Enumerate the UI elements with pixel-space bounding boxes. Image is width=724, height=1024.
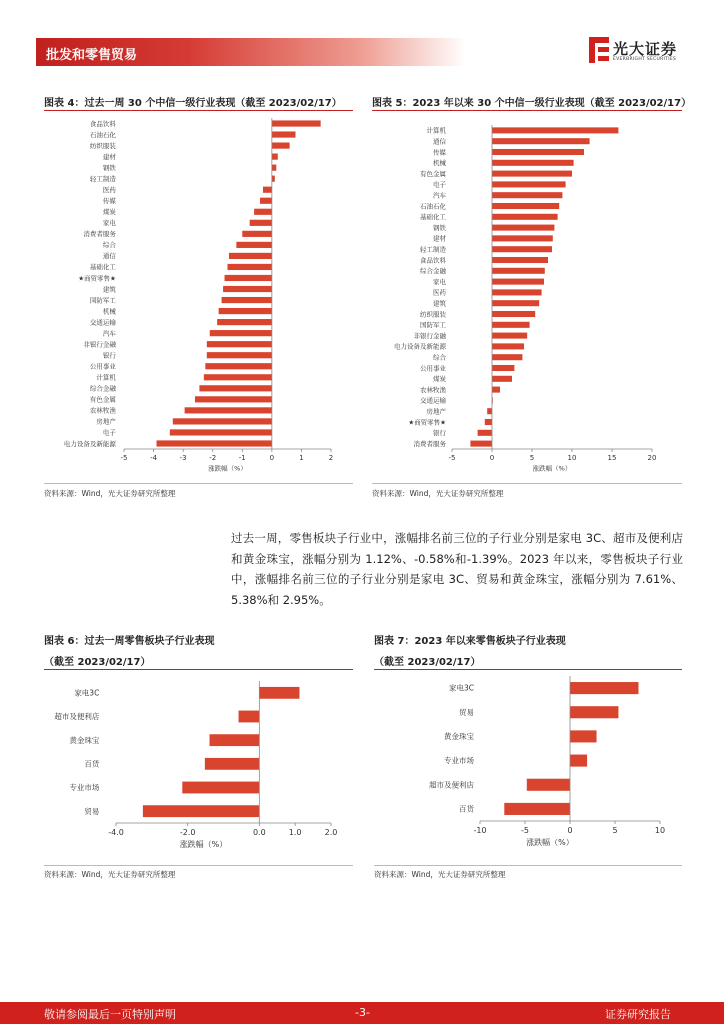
chart4-plot	[44, 112, 353, 482]
chart4-bar	[242, 231, 272, 237]
chart5-category-label: 电子	[433, 180, 446, 189]
chart4-category-label: 消费者服务	[83, 230, 116, 239]
chart5-category-label: 综合	[433, 353, 446, 362]
chart4-bar	[173, 418, 272, 424]
chart4-x-tick-label: -5	[120, 454, 128, 462]
chart6-category-label: 专业市场	[69, 783, 100, 793]
chart6-plot	[44, 671, 353, 864]
chart5-category-label: 建材	[433, 234, 446, 243]
chart4-bar	[229, 253, 272, 259]
chart4-category-label: 机械	[102, 307, 116, 316]
chart5-bar	[492, 203, 559, 209]
chart4-category-label: 石油石化	[89, 130, 116, 139]
chart4-bar	[254, 209, 272, 215]
chart6-bar	[239, 711, 260, 723]
chart4-category-label: 公用事业	[89, 362, 116, 371]
chart7-category-label: 家电3C	[448, 683, 474, 693]
chart7-bar	[570, 755, 587, 767]
chart6-source: 资料来源：Wind，光大证券研究所整理	[44, 870, 176, 879]
chart5-bar	[492, 268, 545, 274]
chart5-category-label: 计算机	[426, 126, 446, 135]
section-title: 批发和零售贸易	[46, 48, 138, 63]
chart5-bar	[492, 354, 522, 360]
chart7-bottom-rule	[374, 865, 682, 866]
chart5-x-tick-label: -5	[448, 454, 456, 462]
chart5-category-label: 石油石化	[420, 202, 446, 211]
chart4-bar	[225, 275, 272, 281]
chart5-category-label: 建筑	[433, 299, 446, 308]
chart4-category-label: 国防军工	[89, 296, 116, 305]
chart4-bar	[222, 297, 272, 303]
chart5-category-label: 通信	[433, 137, 446, 146]
chart5-category-label: 机械	[433, 159, 446, 168]
chart6-x-tick-label: 0.0	[252, 828, 266, 837]
chart4-category-label: 电力设备及新能源	[63, 439, 116, 448]
chart7-x-tick-label: -5	[521, 826, 529, 835]
chart6-bottom-rule	[44, 865, 353, 866]
chart5-bar	[492, 376, 512, 382]
chart6-title: 图表 6：过去一周零售板块子行业表现	[44, 636, 215, 647]
chart5-category-label: 煤炭	[433, 375, 446, 384]
chart5-bar	[487, 408, 492, 414]
chart4-x-tick-label: 0	[269, 454, 275, 462]
chart5-title: 图表 5：2023 年以来 30 个中信一级行业表现（截至 2023/02/17）	[372, 98, 692, 109]
chart6-category-label: 超市及便利店	[54, 712, 100, 722]
chart5-bar	[492, 387, 500, 393]
chart5-category-label: 轻工制造	[420, 245, 446, 254]
chart4-bar	[217, 319, 272, 325]
chart4-category-label: 银行	[102, 351, 116, 360]
chart7-bar	[527, 779, 570, 791]
chart6-category-label: 贸易	[84, 806, 100, 816]
chart7-x-tick-label: 0	[567, 826, 573, 835]
chart7-bar	[570, 730, 597, 742]
chart5-bar	[485, 419, 492, 425]
chart4-bar	[205, 363, 272, 369]
chart5-bar	[492, 192, 562, 198]
chart7-bar	[504, 803, 570, 815]
chart5-bar	[478, 430, 492, 436]
chart5-bar	[492, 138, 590, 144]
chart5-category-label: 交通运输	[420, 396, 446, 405]
chart5-x-tick-label: 0	[489, 454, 495, 462]
chart4-category-label: 计算机	[96, 373, 116, 382]
chart7-x-tick-label: -10	[473, 826, 487, 835]
chart5-category-label: 消费者服务	[413, 439, 446, 448]
chart4-bar	[272, 165, 276, 171]
chart5-category-label: 农林牧渔	[420, 385, 446, 394]
chart4-bar	[236, 242, 271, 248]
chart5-category-label: 基础化工	[420, 213, 446, 222]
chart4-bar	[207, 352, 272, 358]
chart4-category-label: 电子	[102, 428, 116, 437]
chart6-x-tick-label: 2.0	[324, 828, 338, 837]
chart5-category-label: 纺织服装	[420, 310, 446, 319]
chart4-category-label: 传媒	[102, 197, 116, 206]
chart5-category-label: 综合金融	[420, 267, 446, 276]
chart5-category-label: 电力设备及新能源	[394, 342, 446, 351]
chart4-x-tick-label: 2	[328, 454, 334, 462]
chart5-category-label: 钢铁	[433, 223, 446, 232]
chart5-category-label: 传媒	[433, 148, 446, 157]
chart7-category-label: 超市及便利店	[429, 780, 474, 790]
chart7-plot	[374, 671, 682, 864]
chart4-bar	[228, 264, 272, 270]
chart5-bar	[470, 441, 492, 447]
chart4-x-tick-label: -1	[238, 454, 246, 462]
footer-disclaimer: 敬请参阅最后一页特别声明	[44, 1008, 176, 1021]
chart4-source: 资料来源：Wind，光大证券研究所整理	[44, 489, 176, 498]
chart5-source: 资料来源：Wind，光大证券研究所整理	[372, 489, 504, 498]
chart4-category-label: 基础化工	[89, 263, 116, 272]
chart6-bar	[143, 805, 259, 817]
chart5-plot	[372, 112, 682, 482]
chart6-bar	[182, 782, 259, 794]
chart4-bar	[272, 176, 275, 182]
chart4-category-label: 汽车	[102, 329, 116, 338]
chart7-x-axis-label: 涨跌幅（%）	[526, 838, 574, 847]
chart5-bottom-rule	[372, 483, 682, 484]
chart5-bar	[492, 214, 558, 220]
chart4-bar	[204, 374, 272, 380]
chart5-bar	[492, 160, 574, 166]
chart4-bar	[195, 396, 272, 402]
chart4-x-tick-label: -2	[209, 454, 217, 462]
logo-text: 光大证券	[613, 40, 678, 58]
footer-report-type: 证券研究报告	[605, 1008, 671, 1021]
chart6-top-rule	[44, 669, 353, 670]
chart7-top-rule	[374, 669, 682, 670]
chart4-bar	[260, 198, 272, 204]
chart6-category-label: 百货	[84, 759, 100, 769]
chart7-source: 资料来源：Wind，光大证券研究所整理	[374, 870, 506, 879]
chart7-category-label: 贸易	[459, 707, 474, 717]
chart4-bar	[272, 154, 278, 160]
chart4-category-label: 煤炭	[102, 208, 116, 217]
logo-english: EVERBRIGHT SECURITIES	[613, 57, 677, 62]
chart7-category-label: 专业市场	[444, 756, 474, 766]
chart6-title-date: （截至 2023/02/17）	[44, 657, 151, 668]
chart4-bar	[263, 187, 272, 193]
chart4-category-label: 建筑	[102, 285, 116, 294]
chart4-x-tick-label: 1	[299, 454, 304, 462]
chart5-category-label: 公用事业	[420, 364, 446, 373]
chart4-category-label: 医药	[102, 185, 116, 194]
chart5-category-label: 国防军工	[420, 321, 446, 330]
chart5-x-tick-label: 10	[567, 454, 577, 462]
chart5-x-tick-label: 20	[647, 454, 657, 462]
chart5-category-label: 汽车	[433, 191, 446, 200]
chart6-category-label: 家电3C	[74, 688, 100, 698]
everbright-logo-icon	[589, 37, 609, 63]
chart4-category-label: 综合金融	[89, 384, 116, 393]
chart4-category-label: 家电	[102, 219, 116, 228]
chart7-title: 图表 7：2023 年以来零售板块子行业表现	[374, 636, 566, 647]
chart6-bar	[210, 734, 260, 746]
chart5-top-rule	[372, 110, 682, 111]
chart4-bar	[223, 286, 272, 292]
top-band	[0, 0, 724, 30]
chart5-category-label: 有色金属	[420, 169, 446, 178]
chart4-category-label: 轻工制造	[89, 174, 116, 183]
chart5-bar	[492, 343, 524, 349]
chart5-bar	[492, 246, 552, 252]
chart7-x-tick-label: 5	[612, 826, 618, 835]
chart5-category-label: 医药	[433, 288, 446, 297]
chart6-x-tick-label: 1.0	[288, 828, 302, 837]
chart4-category-label: 有色金属	[89, 395, 116, 404]
chart5-category-label: 家电	[433, 277, 446, 286]
chart4-bar	[272, 142, 290, 148]
chart4-category-label: 食品饮料	[89, 119, 116, 128]
summary-paragraph: 过去一周，零售板块子行业中，涨幅排名前三位的子行业分别是家电 3C、超市及便利店和黄金珠宝，涨幅分别为 1.12%、-0.58%和-1.39%。2023 年以来，零售板块子行业中，涨幅排名前三位的子行业分别是家电 3C、贸易和黄金珠宝，涨幅分别为 7.61%、5.38%和 2.95%。	[231, 531, 683, 607]
chart7-category-label: 黄金珠宝	[444, 732, 474, 742]
chart4-category-label: 通信	[102, 252, 116, 261]
chart4-category-label: 农林牧渔	[89, 406, 116, 415]
chart5-bar	[492, 149, 584, 155]
chart4-bar	[219, 308, 272, 314]
chart4-category-label: ★商贸零售★	[78, 274, 116, 283]
chart6-category-label: 黄金珠宝	[69, 735, 100, 745]
chart5-bar	[492, 300, 539, 306]
chart5-bar	[492, 257, 548, 263]
chart5-bar	[492, 235, 553, 241]
chart5-bar	[492, 289, 542, 295]
chart4-bar	[170, 429, 272, 435]
chart6-x-tick-label: -2.0	[179, 828, 196, 837]
chart6-bar	[205, 758, 259, 770]
chart4-top-rule	[44, 110, 353, 111]
chart4-category-label: 房地产	[96, 417, 116, 426]
chart7-category-label: 百货	[459, 804, 474, 814]
chart4-category-label: 综合	[102, 241, 116, 250]
chart4-category-label: 钢铁	[102, 163, 116, 172]
chart4-category-label: 建材	[102, 152, 116, 161]
chart4-category-label: 纺织服装	[89, 141, 116, 150]
chart5-category-label: 房地产	[426, 407, 446, 416]
chart7-title-date: （截至 2023/02/17）	[374, 657, 481, 668]
chart7-x-tick-label: 10	[654, 826, 666, 835]
footer-page-number: -3-	[355, 1006, 370, 1019]
chart4-category-label: 交通运输	[89, 318, 116, 327]
chart4-bar	[185, 407, 272, 413]
chart4-bottom-rule	[44, 483, 353, 484]
chart5-bar	[492, 279, 544, 285]
chart5-category-label: 银行	[433, 429, 446, 438]
chart4-x-axis-label: 涨跌幅（%）	[208, 464, 247, 473]
chart7-bar	[570, 706, 618, 718]
chart4-bar	[207, 341, 272, 347]
chart4-bar	[272, 131, 296, 137]
chart5-x-tick-label: 15	[607, 454, 617, 462]
chart4-bar	[157, 440, 272, 446]
chart4-bar	[272, 120, 321, 126]
chart5-category-label: 非银行金融	[413, 331, 446, 340]
chart6-x-axis-label: 涨跌幅（%）	[179, 840, 228, 849]
chart4-bar	[199, 385, 271, 391]
chart4-bar	[210, 330, 272, 336]
chart5-category-label: ★商贸零售★	[408, 418, 446, 427]
chart5-bar	[492, 225, 554, 231]
chart5-x-tick-label: 5	[529, 454, 535, 462]
chart5-bar	[492, 127, 618, 133]
chart5-bar	[492, 365, 514, 371]
chart5-bar	[492, 333, 527, 339]
chart6-bar	[259, 687, 299, 699]
chart4-x-tick-label: -4	[150, 454, 158, 462]
chart5-bar	[492, 322, 530, 328]
chart5-bar	[492, 311, 535, 317]
chart6-x-tick-label: -4.0	[108, 828, 124, 837]
chart5-bar	[492, 171, 572, 177]
chart5-x-axis-label: 涨跌幅（%）	[532, 464, 572, 473]
chart4-title: 图表 4：过去一周 30 个中信一级行业表现（截至 2023/02/17）	[44, 98, 342, 109]
chart5-category-label: 食品饮料	[420, 256, 446, 265]
chart4-category-label: 非银行金融	[83, 340, 116, 349]
chart4-x-tick-label: -3	[179, 454, 187, 462]
chart4-bar	[250, 220, 272, 226]
chart7-bar	[570, 682, 638, 694]
chart5-bar	[492, 181, 566, 187]
